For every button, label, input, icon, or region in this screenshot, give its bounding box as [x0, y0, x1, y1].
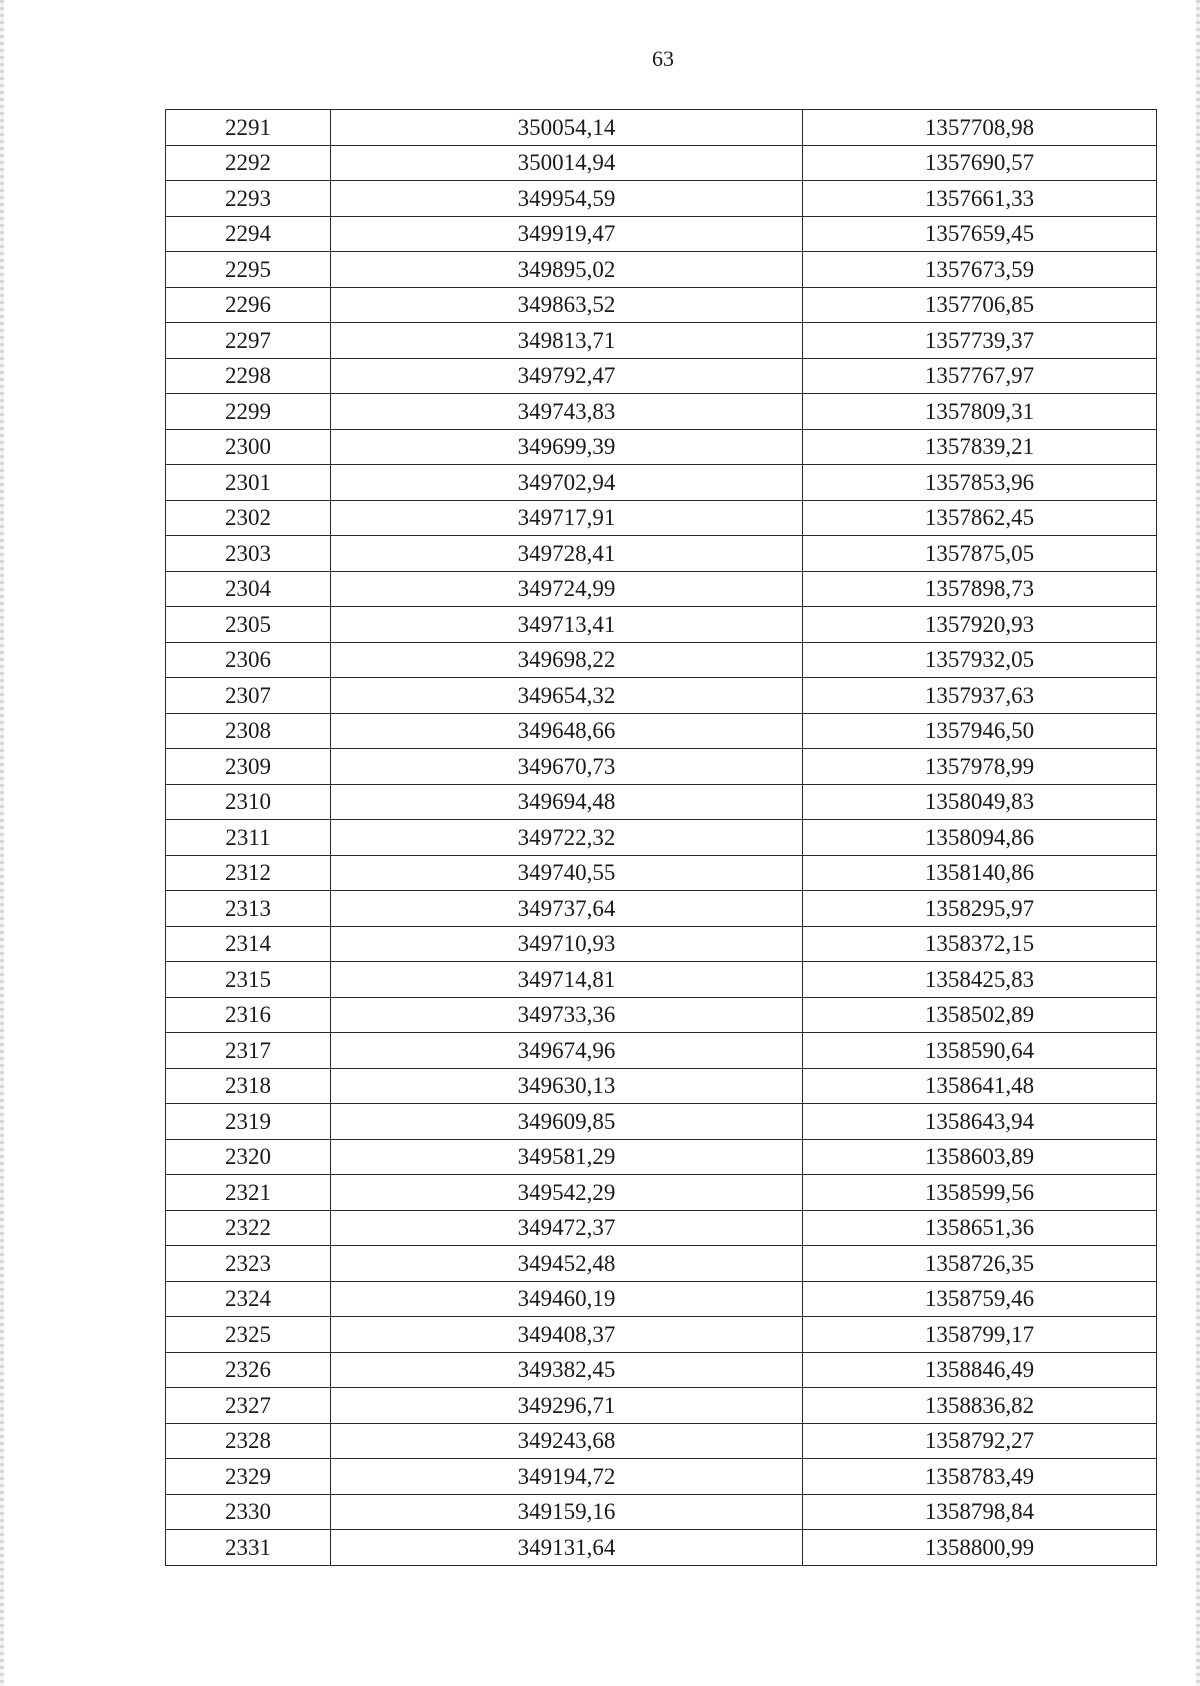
point-number-cell: 2291 [166, 110, 331, 146]
x-coordinate-cell: 349542,29 [331, 1175, 803, 1211]
point-number-cell: 2323 [166, 1246, 331, 1282]
point-number-cell: 2312 [166, 855, 331, 891]
point-number-cell: 2296 [166, 287, 331, 323]
y-coordinate-cell: 1357932,05 [803, 642, 1157, 678]
point-number-cell: 2313 [166, 891, 331, 927]
table-row [166, 358, 1157, 394]
x-coordinate-cell: 349919,47 [331, 216, 803, 252]
x-coordinate-cell: 350054,14 [331, 110, 803, 146]
point-number-cell: 2305 [166, 607, 331, 643]
point-number-cell: 2298 [166, 358, 331, 394]
table-row [166, 1352, 1157, 1388]
x-coordinate-cell: 349954,59 [331, 181, 803, 217]
table-row [166, 500, 1157, 536]
y-coordinate-cell: 1358800,99 [803, 1530, 1157, 1566]
table-row [166, 394, 1157, 430]
y-coordinate-cell: 1358643,94 [803, 1104, 1157, 1140]
x-coordinate-cell: 349131,64 [331, 1530, 803, 1566]
x-coordinate-cell: 349699,39 [331, 429, 803, 465]
y-coordinate-cell: 1357946,50 [803, 713, 1157, 749]
x-coordinate-cell: 349648,66 [331, 713, 803, 749]
x-coordinate-cell: 349702,94 [331, 465, 803, 501]
table-row [166, 997, 1157, 1033]
point-number-cell: 2299 [166, 394, 331, 430]
x-coordinate-cell: 349194,72 [331, 1459, 803, 1495]
y-coordinate-cell: 1357659,45 [803, 216, 1157, 252]
x-coordinate-cell: 349728,41 [331, 536, 803, 572]
x-coordinate-cell: 349408,37 [331, 1317, 803, 1353]
y-coordinate-cell: 1358590,64 [803, 1033, 1157, 1069]
x-coordinate-cell: 349737,64 [331, 891, 803, 927]
x-coordinate-cell: 349895,02 [331, 252, 803, 288]
x-coordinate-cell: 349792,47 [331, 358, 803, 394]
table-row [166, 962, 1157, 998]
y-coordinate-cell: 1357937,63 [803, 678, 1157, 714]
y-coordinate-cell: 1358641,48 [803, 1068, 1157, 1104]
table-row [166, 1423, 1157, 1459]
point-number-cell: 2292 [166, 145, 331, 181]
y-coordinate-cell: 1358372,15 [803, 926, 1157, 962]
y-coordinate-cell: 1358792,27 [803, 1423, 1157, 1459]
table-row [166, 1139, 1157, 1175]
x-coordinate-cell: 349630,13 [331, 1068, 803, 1104]
table-row [166, 678, 1157, 714]
x-coordinate-cell: 349694,48 [331, 784, 803, 820]
table-row [166, 749, 1157, 785]
table-row [166, 1459, 1157, 1495]
y-coordinate-cell: 1357862,45 [803, 500, 1157, 536]
x-coordinate-cell: 349296,71 [331, 1388, 803, 1424]
point-number-cell: 2324 [166, 1281, 331, 1317]
x-coordinate-cell: 349713,41 [331, 607, 803, 643]
point-number-cell: 2322 [166, 1210, 331, 1246]
point-number-cell: 2311 [166, 820, 331, 856]
table-row [166, 323, 1157, 359]
y-coordinate-cell: 1357661,33 [803, 181, 1157, 217]
y-coordinate-cell: 1357708,98 [803, 110, 1157, 146]
x-coordinate-cell: 349382,45 [331, 1352, 803, 1388]
y-coordinate-cell: 1357767,97 [803, 358, 1157, 394]
table-row [166, 855, 1157, 891]
y-coordinate-cell: 1357690,57 [803, 145, 1157, 181]
table-row [166, 1246, 1157, 1282]
x-coordinate-cell: 349722,32 [331, 820, 803, 856]
table-row [166, 713, 1157, 749]
point-number-cell: 2294 [166, 216, 331, 252]
x-coordinate-cell: 350014,94 [331, 145, 803, 181]
y-coordinate-cell: 1357853,96 [803, 465, 1157, 501]
table-row [166, 1175, 1157, 1211]
point-number-cell: 2293 [166, 181, 331, 217]
x-coordinate-cell: 349717,91 [331, 500, 803, 536]
table-row [166, 1530, 1157, 1566]
table-row [166, 465, 1157, 501]
x-coordinate-cell: 349674,96 [331, 1033, 803, 1069]
x-coordinate-cell: 349813,71 [331, 323, 803, 359]
y-coordinate-cell: 1357920,93 [803, 607, 1157, 643]
point-number-cell: 2309 [166, 749, 331, 785]
point-number-cell: 2321 [166, 1175, 331, 1211]
x-coordinate-cell: 349724,99 [331, 571, 803, 607]
point-number-cell: 2328 [166, 1423, 331, 1459]
table-row [166, 607, 1157, 643]
point-number-cell: 2308 [166, 713, 331, 749]
x-coordinate-cell: 349710,93 [331, 926, 803, 962]
x-coordinate-cell: 349472,37 [331, 1210, 803, 1246]
table-row [166, 926, 1157, 962]
table-row [166, 1317, 1157, 1353]
table-row [166, 1104, 1157, 1140]
x-coordinate-cell: 349654,32 [331, 678, 803, 714]
y-coordinate-cell: 1357875,05 [803, 536, 1157, 572]
coordinates-table [165, 109, 1157, 1566]
table-row [166, 1033, 1157, 1069]
point-number-cell: 2327 [166, 1388, 331, 1424]
y-coordinate-cell: 1357978,99 [803, 749, 1157, 785]
table-row [166, 784, 1157, 820]
x-coordinate-cell: 349452,48 [331, 1246, 803, 1282]
y-coordinate-cell: 1358049,83 [803, 784, 1157, 820]
y-coordinate-cell: 1358425,83 [803, 962, 1157, 998]
y-coordinate-cell: 1358799,17 [803, 1317, 1157, 1353]
y-coordinate-cell: 1358783,49 [803, 1459, 1157, 1495]
x-coordinate-cell: 349670,73 [331, 749, 803, 785]
coordinates-table-body [166, 110, 1157, 1566]
y-coordinate-cell: 1358798,84 [803, 1494, 1157, 1530]
point-number-cell: 2301 [166, 465, 331, 501]
x-coordinate-cell: 349743,83 [331, 394, 803, 430]
table-row [166, 287, 1157, 323]
table-row [166, 1210, 1157, 1246]
point-number-cell: 2331 [166, 1530, 331, 1566]
point-number-cell: 2317 [166, 1033, 331, 1069]
table-row [166, 642, 1157, 678]
y-coordinate-cell: 1358836,82 [803, 1388, 1157, 1424]
x-coordinate-cell: 349733,36 [331, 997, 803, 1033]
y-coordinate-cell: 1357706,85 [803, 287, 1157, 323]
y-coordinate-cell: 1358094,86 [803, 820, 1157, 856]
x-coordinate-cell: 349460,19 [331, 1281, 803, 1317]
table-row [166, 181, 1157, 217]
y-coordinate-cell: 1358603,89 [803, 1139, 1157, 1175]
x-coordinate-cell: 349740,55 [331, 855, 803, 891]
x-coordinate-cell: 349243,68 [331, 1423, 803, 1459]
point-number-cell: 2316 [166, 997, 331, 1033]
table-row [166, 429, 1157, 465]
y-coordinate-cell: 1357898,73 [803, 571, 1157, 607]
x-coordinate-cell: 349698,22 [331, 642, 803, 678]
table-row [166, 1388, 1157, 1424]
table-row [166, 571, 1157, 607]
point-number-cell: 2315 [166, 962, 331, 998]
point-number-cell: 2320 [166, 1139, 331, 1175]
y-coordinate-cell: 1358140,86 [803, 855, 1157, 891]
y-coordinate-cell: 1358846,49 [803, 1352, 1157, 1388]
y-coordinate-cell: 1357673,59 [803, 252, 1157, 288]
table-row [166, 252, 1157, 288]
x-coordinate-cell: 349609,85 [331, 1104, 803, 1140]
point-number-cell: 2310 [166, 784, 331, 820]
point-number-cell: 2319 [166, 1104, 331, 1140]
table-row [166, 820, 1157, 856]
y-coordinate-cell: 1358651,36 [803, 1210, 1157, 1246]
point-number-cell: 2304 [166, 571, 331, 607]
point-number-cell: 2325 [166, 1317, 331, 1353]
point-number-cell: 2330 [166, 1494, 331, 1530]
y-coordinate-cell: 1358726,35 [803, 1246, 1157, 1282]
x-coordinate-cell: 349863,52 [331, 287, 803, 323]
point-number-cell: 2295 [166, 252, 331, 288]
point-number-cell: 2302 [166, 500, 331, 536]
y-coordinate-cell: 1358759,46 [803, 1281, 1157, 1317]
scan-edge-right [1196, 0, 1200, 1686]
table-row [166, 891, 1157, 927]
point-number-cell: 2326 [166, 1352, 331, 1388]
y-coordinate-cell: 1358599,56 [803, 1175, 1157, 1211]
x-coordinate-cell: 349159,16 [331, 1494, 803, 1530]
table-row [166, 1281, 1157, 1317]
y-coordinate-cell: 1357839,21 [803, 429, 1157, 465]
x-coordinate-cell: 349581,29 [331, 1139, 803, 1175]
y-coordinate-cell: 1358502,89 [803, 997, 1157, 1033]
point-number-cell: 2306 [166, 642, 331, 678]
table-row [166, 110, 1157, 146]
table-row [166, 536, 1157, 572]
y-coordinate-cell: 1358295,97 [803, 891, 1157, 927]
scan-edge-left [0, 0, 4, 1686]
point-number-cell: 2300 [166, 429, 331, 465]
page-number: 63 [652, 46, 674, 71]
point-number-cell: 2329 [166, 1459, 331, 1495]
table-row [166, 216, 1157, 252]
y-coordinate-cell: 1357739,37 [803, 323, 1157, 359]
table-row [166, 1494, 1157, 1530]
table-row [166, 145, 1157, 181]
x-coordinate-cell: 349714,81 [331, 962, 803, 998]
point-number-cell: 2307 [166, 678, 331, 714]
point-number-cell: 2314 [166, 926, 331, 962]
point-number-cell: 2303 [166, 536, 331, 572]
table-row [166, 1068, 1157, 1104]
y-coordinate-cell: 1357809,31 [803, 394, 1157, 430]
point-number-cell: 2297 [166, 323, 331, 359]
point-number-cell: 2318 [166, 1068, 331, 1104]
